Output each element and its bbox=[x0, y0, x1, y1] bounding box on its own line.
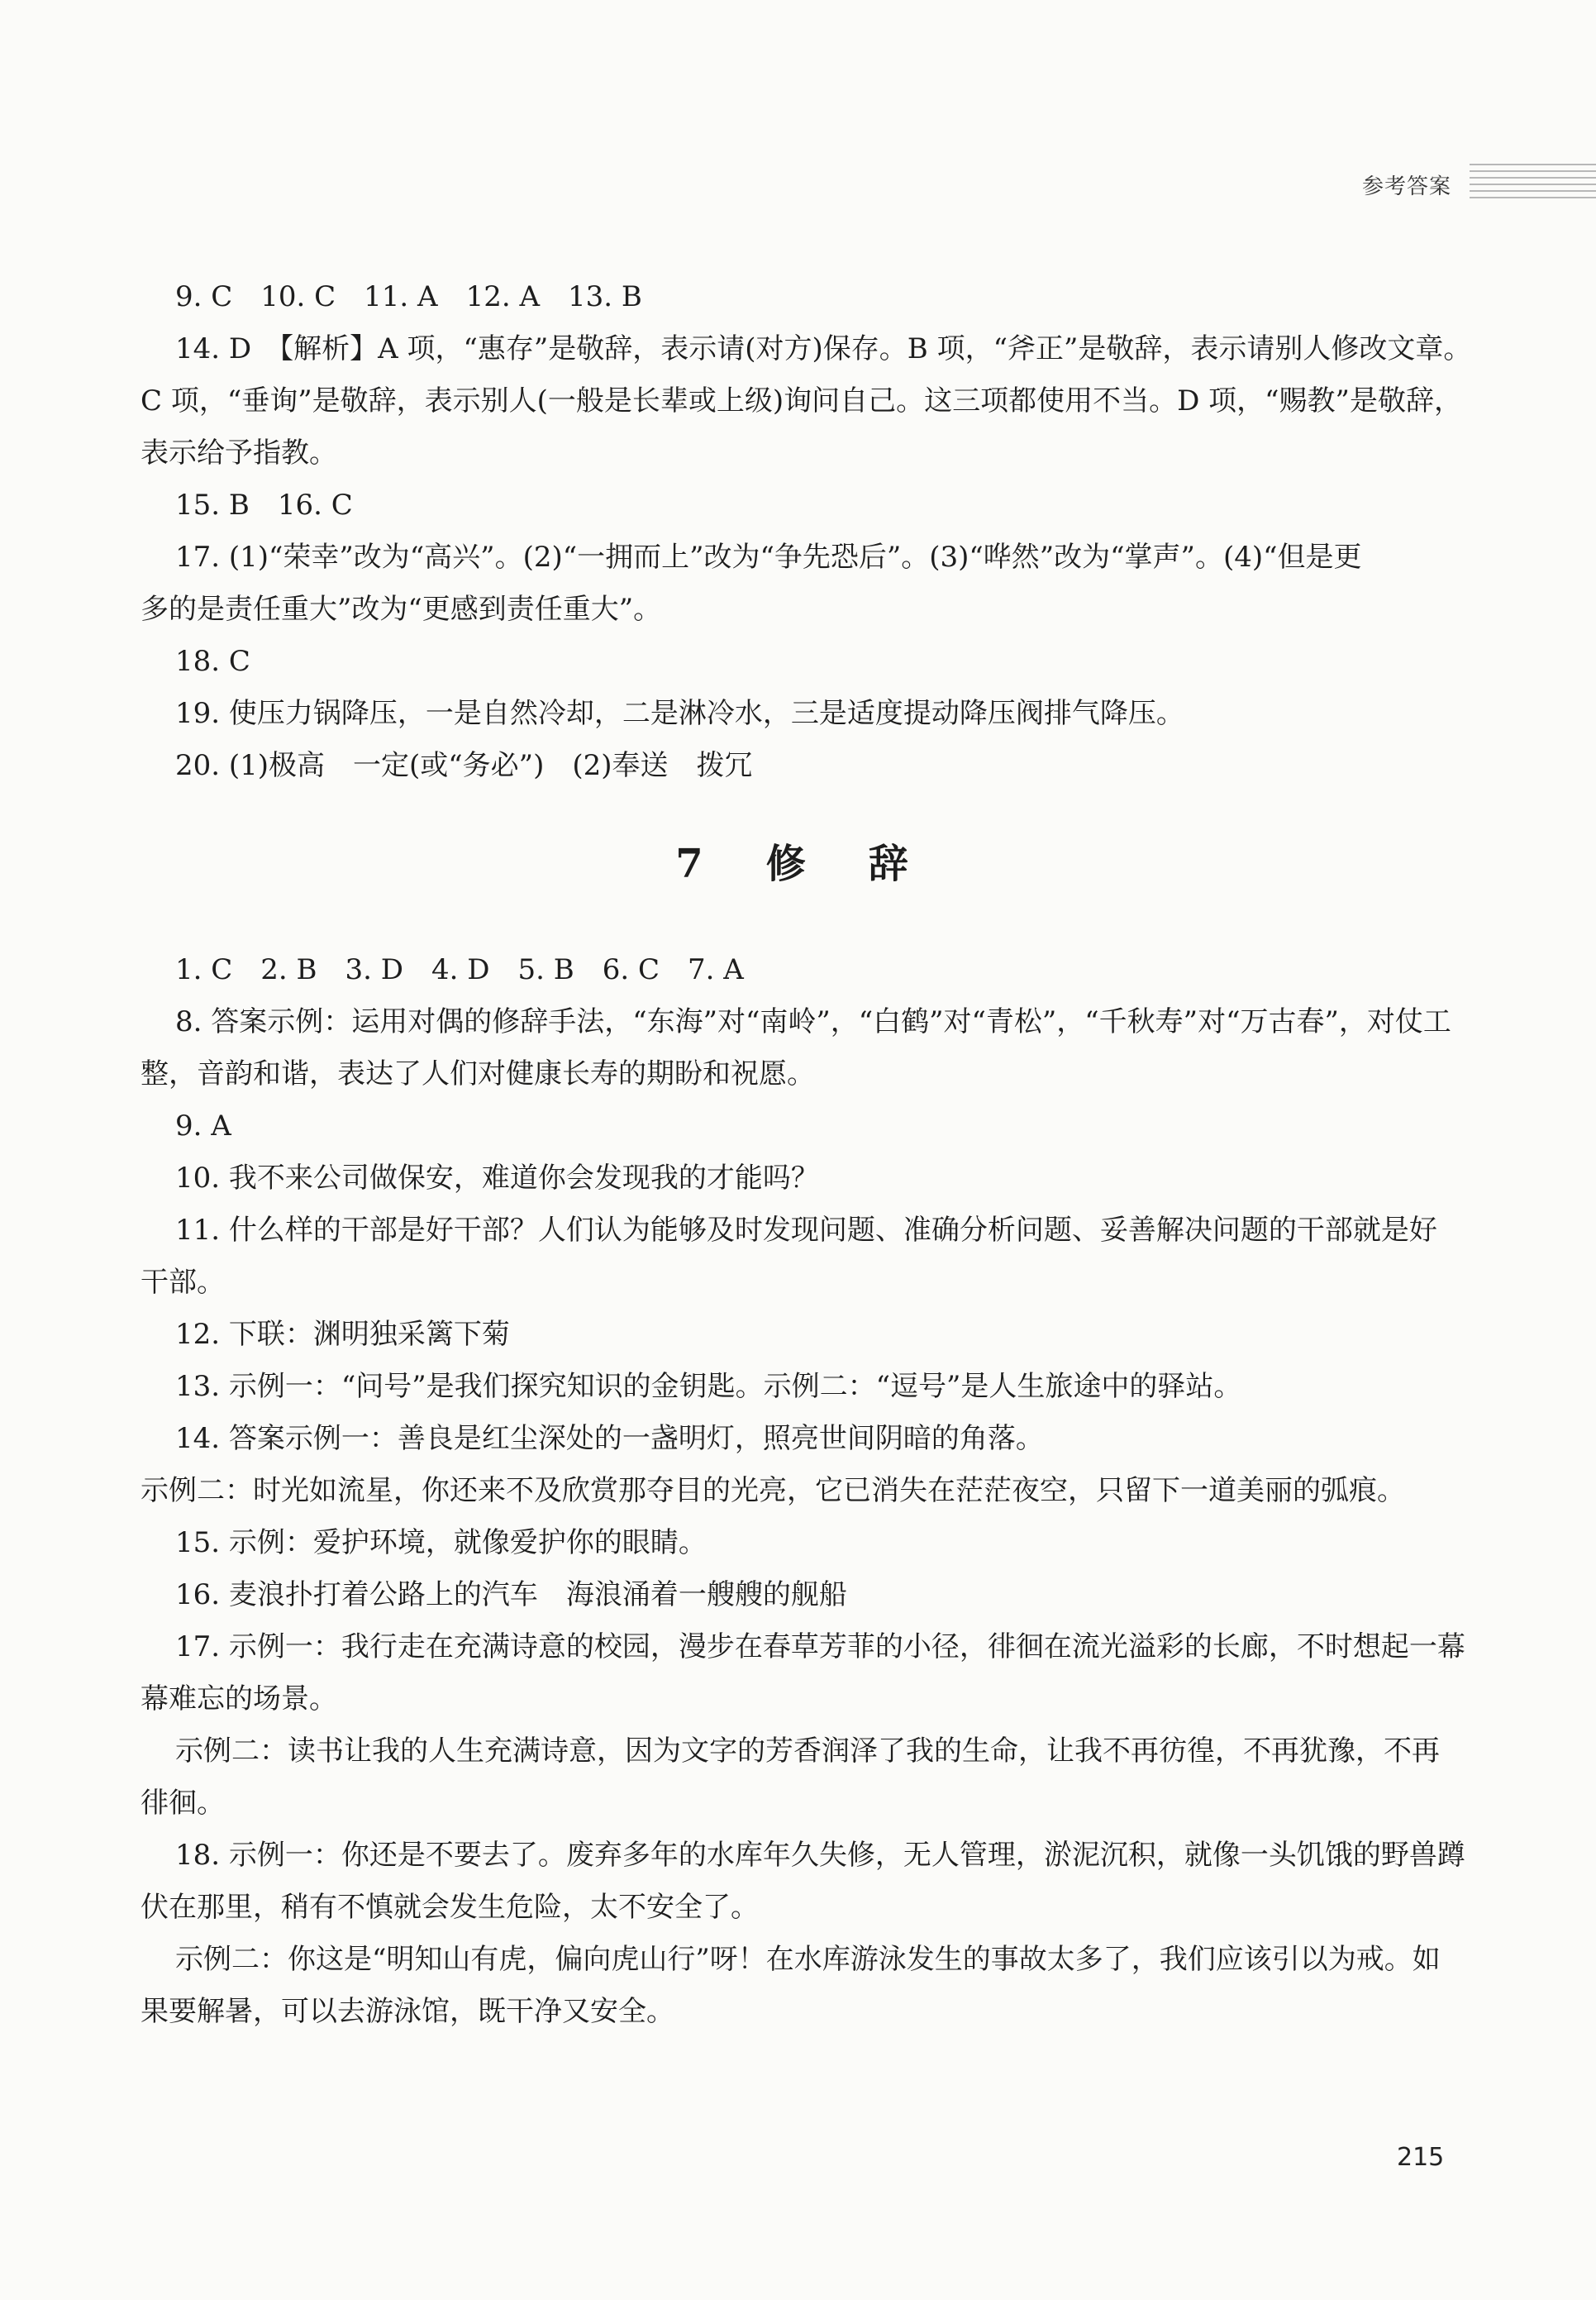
answer-line: 伏在那里，稍有不慎就会发生危险，太不安全了。 bbox=[141, 1891, 759, 1924]
answer-line: 15. 示例：爱护环境，就像爱护你的眼睛。 bbox=[175, 1526, 707, 1559]
answer-line: 表示给予指教。 bbox=[141, 437, 337, 470]
answer-line: 整，音韵和谐，表达了人们对健康长寿的期盼和祝愿。 bbox=[141, 1057, 815, 1090]
answer-line: 示例二：时光如流星，你还来不及欣赏那夺目的光亮，它已消失在茫茫夜空，只留下一道美丽的弧痕。 bbox=[141, 1474, 1405, 1507]
answer-line: 示例二：你这是“明知山有虎，偏向虎山行”呀！在水库游泳发生的事故太多了，我们应该引以为戒。如 bbox=[175, 1943, 1441, 1976]
answers-block-2 bbox=[141, 944, 1465, 2038]
answer-line: 14. 答案示例一：善良是红尘深处的一盏明灯，照亮世间阴暗的角落。 bbox=[175, 1422, 1044, 1455]
answer-line: 幕难忘的场景。 bbox=[141, 1682, 337, 1715]
answer-line: 8. 答案示例：运用对偶的修辞手法，“东海”对“南岭”，“白鹤”对“青松”，“千秋寿”对“万古春”，对仗工 bbox=[175, 1005, 1451, 1038]
answer-line: 10. 我不来公司做保安，难道你会发现我的才能吗？ bbox=[175, 1162, 819, 1195]
header-label: 参考答案 bbox=[1362, 174, 1452, 199]
answer-line: 9. C 10. C 11. A 12. A 13. B bbox=[175, 280, 642, 313]
answer-line: 14. D 【解析】A 项，“惠存”是敬辞，表示请(对方)保存。B 项，“斧正”是敬辞，表示请别人修改文章。 bbox=[175, 332, 1472, 365]
answer-line: 15. B 16. C bbox=[175, 489, 353, 522]
answer-line: 16. 麦浪扑打着公路上的汽车 海浪涌着一艘艘的舰船 bbox=[175, 1578, 847, 1611]
answer-line: 13. 示例一：“问号”是我们探究知识的金钥匙。示例二：“逗号”是人生旅途中的驿站。 bbox=[175, 1370, 1242, 1403]
answer-line: 示例二：读书让我的人生充满诗意，因为文字的芳香润泽了我的生命，让我不再彷徨，不再犹豫，不再 bbox=[175, 1735, 1440, 1768]
answer-line: 多的是责任重大”改为“更感到责任重大”。 bbox=[141, 593, 662, 626]
section-title: 7 修 辞 bbox=[675, 841, 920, 887]
answer-line: 徘徊。 bbox=[141, 1787, 225, 1820]
answer-line: 9. A bbox=[175, 1109, 231, 1143]
page-number: 215 bbox=[1397, 2143, 1445, 2172]
answer-line: 干部。 bbox=[141, 1266, 225, 1299]
answer-line: 11. 什么样的干部是好干部？人们认为能够及时发现问题、准确分析问题、妥善解决问题的干部就是好 bbox=[175, 1214, 1437, 1247]
answer-line: 20. (1)极高 一定(或“务必”) (2)奉送 拨冗 bbox=[175, 749, 753, 782]
header-decoration bbox=[1470, 164, 1596, 200]
answer-content bbox=[141, 271, 1472, 2038]
answers-block-1 bbox=[141, 271, 1472, 792]
answer-line: 12. 下联：渊明独采篱下菊 bbox=[175, 1318, 510, 1351]
answer-line: 18. 示例一：你还是不要去了。废弃多年的水库年久失修，无人管理，淤泥沉积，就像一头饥饿的野兽蹲 bbox=[175, 1839, 1465, 1872]
answer-line: C 项，“垂询”是敬辞，表示别人(一般是长辈或上级)询问自己。这三项都使用不当。D 项，“赐教”是敬辞， bbox=[141, 384, 1462, 418]
answer-line: 18. C bbox=[175, 645, 250, 678]
answer-line: 果要解暑，可以去游泳馆，既干净又安全。 bbox=[141, 1995, 674, 2028]
answer-line: 1. C 2. B 3. D 4. D 5. B 6. C 7. A bbox=[175, 953, 744, 986]
answer-line: 17. (1)“荣幸”改为“高兴”。(2)“一拥而上”改为“争先恐后”。(3)“哗然”改为“掌声”。(4)“但是更 bbox=[175, 541, 1362, 574]
answer-line: 19. 使压力锅降压，一是自然冷却，二是淋冷水，三是适度提动降压阀排气降压。 bbox=[175, 697, 1184, 730]
answer-line: 17. 示例一：我行走在充满诗意的校园，漫步在春草芳菲的小径，徘徊在流光溢彩的长廊，不时想起一幕 bbox=[175, 1630, 1465, 1663]
